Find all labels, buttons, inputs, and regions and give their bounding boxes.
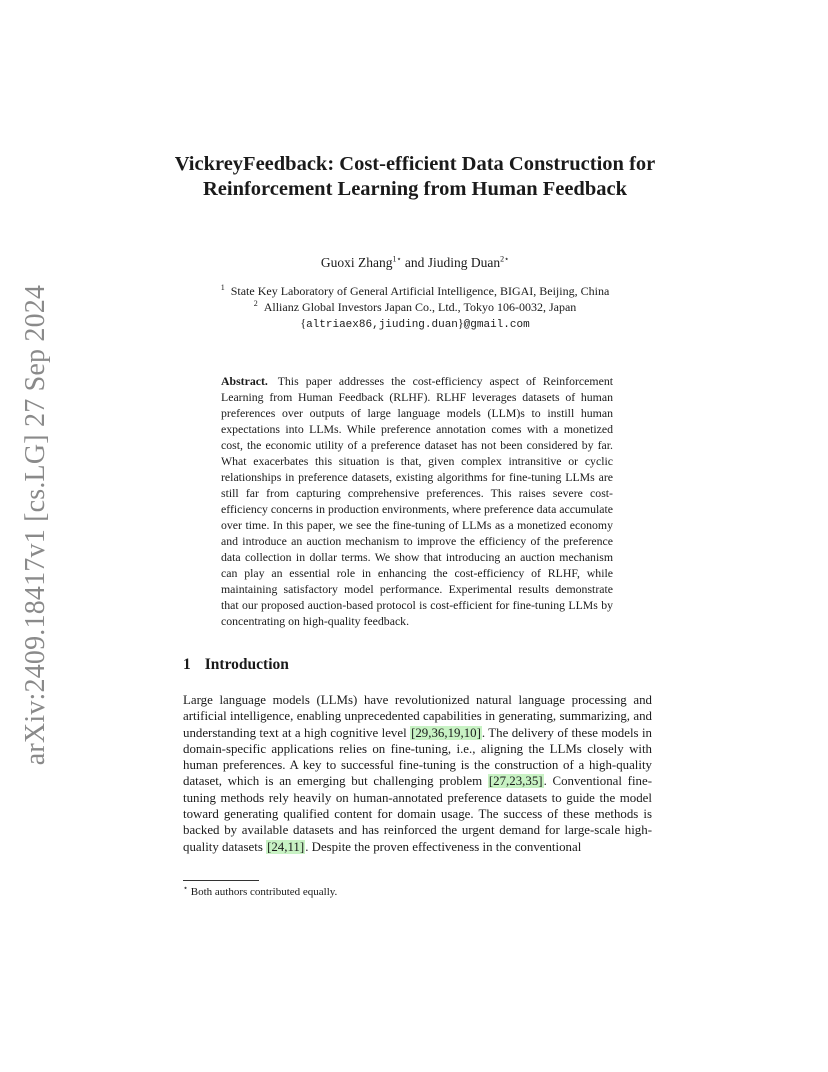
arxiv-identifier-stamp: arXiv:2409.18417v1 [cs.LG] 27 Sep 2024 xyxy=(20,284,51,766)
citation-link[interactable]: [29,36,19,10] xyxy=(411,725,481,740)
intro-paragraph xyxy=(183,692,652,855)
intro-text: Large language models (LLMs) have revolutionized natural language processing and artificial intelligence, enabling unprecedented capabilities in generating, summarizing, and understanding text at a high cognitive level xyxy=(183,693,652,740)
intro-text: . The delivery of these models in domain-specific applications relies on fine-tuning, i.e., aligning the LLMs closely with human preferences. A key to successful fine-tuning is the construction of a high-quality dataset, which is an emerging but challenging problem xyxy=(183,725,652,789)
email-domain: @gmail.com xyxy=(463,319,530,331)
email-line xyxy=(150,315,680,333)
citation-link[interactable]: [24,11] xyxy=(267,839,305,854)
affiliation-text: Allianz Global Investors Japan Co., Ltd., Tokyo 106-0032, Japan xyxy=(263,300,577,314)
author-affil-mark: 1⋆ xyxy=(392,254,402,264)
author-conjunction: and xyxy=(401,255,428,270)
author-name: Jiuding Duan xyxy=(427,255,501,270)
section-number: 1 xyxy=(183,656,191,673)
footnote-text: Both authors contributed equally. xyxy=(190,886,338,898)
footnote-rule xyxy=(183,880,259,881)
affiliation-mark: 1 xyxy=(220,283,225,292)
affiliation-mark: 2 xyxy=(253,299,258,308)
affiliation-line xyxy=(150,283,680,299)
author-affil-mark: 2⋆ xyxy=(500,254,510,264)
citation-link[interactable]: [27,23,35] xyxy=(488,774,543,789)
author-name: Guoxi Zhang xyxy=(320,255,393,270)
section-heading xyxy=(183,656,289,674)
affiliation-text: State Key Laboratory of General Artificial Intelligence, BIGAI, Beijing, China xyxy=(230,284,610,298)
affiliation-line xyxy=(150,299,680,315)
email-names: altriaex86,jiuding.duan xyxy=(306,319,458,331)
footnote-mark: ⋆ xyxy=(183,883,189,893)
abstract xyxy=(221,373,613,629)
author-line xyxy=(150,255,680,271)
intro-text: . Despite the proven effectiveness in the conventional xyxy=(305,839,582,854)
abstract-label: Abstract. xyxy=(221,374,268,388)
paper-title: VickreyFeedback: Cost-efficient Data Construction for Reinforcement Learning from Human Feedback xyxy=(174,153,656,200)
email-brace-open: { xyxy=(300,316,307,330)
intro-text: . Conventional fine-tuning methods rely heavily on human-annotated preference datasets to guide the model toward generating qualified content for domain usage. The success of these methods is backed by available datasets and has reinforced the urgent demand for large-scale high-quality datasets xyxy=(183,774,652,854)
footnote xyxy=(183,883,338,898)
affiliations xyxy=(150,283,680,333)
abstract-text: This paper addresses the cost-efficiency aspect of Reinforcement Learning from Human Feedback (RLHF). RLHF leverages datasets of human preferences over outputs of large language models (LLM)s to instill human expectations into LLMs. While preference annotation comes with a monetized cost, the economic utility of a preference dataset has not been considered by far. What exacerbates this situation is that, given complex intransitive or cyclic relationships in preference datasets, existing algorithms for fine-tuning LLMs are still far from capturing comprehensive preferences. This raises severe cost-efficiency concerns in production environments, where preference data accumulate over time. In this paper, we see the fine-tuning of LLMs as a monetized economy and introduce an auction mechanism to improve the efficiency of the preference data collection in dollar terms. We show that introducing an auction mechanism can play an essential role in enhancing the cost-efficiency of RLHF, while maintaining satisfactory model performance. Experimental results demonstrate that our proposed auction-based protocol is cost-efficient for fine-tuning LLMs by concentrating on high-quality feedback. xyxy=(221,374,613,628)
section-title: Introduction xyxy=(204,656,289,673)
email-brace-close: } xyxy=(457,316,464,330)
